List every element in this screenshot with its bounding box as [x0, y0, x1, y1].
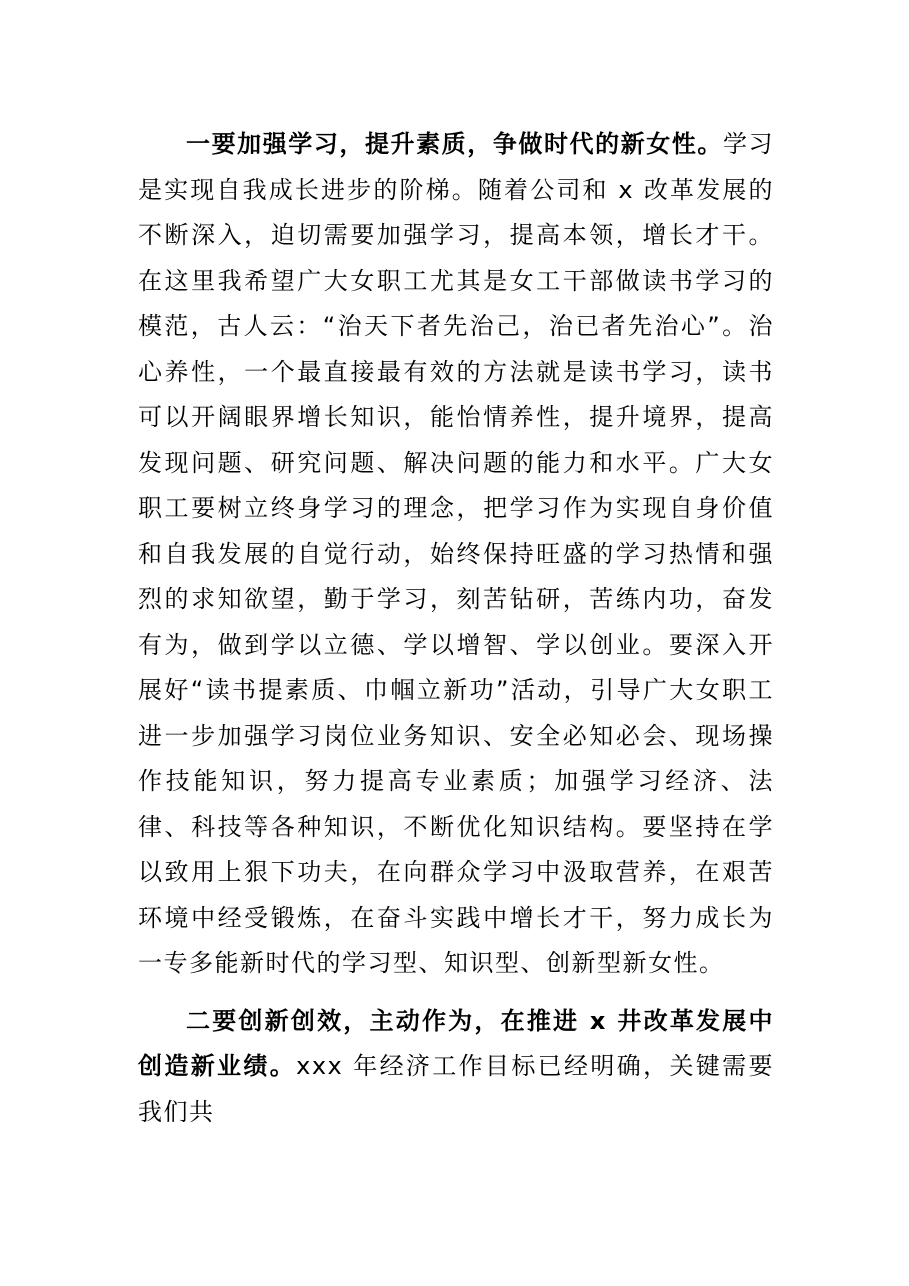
paragraph-body: xxx 年经济工作目标已经明确，关键需要我们共 [138, 1052, 774, 1126]
paragraph-body: 学习是实现自我成长进步的阶梯。随着公司和 x 改革发展的不断深入，迫切需要加强学习，提高本领，增长才干。在这里我希望广大女职工尤其是女工干部做读书学习的模范，古人云：“治天下者先治己，治已者先治心”。治心养性，一个最直接最有效的方法就是读书学习，读书可以开阔眼界增长知识，能怡情养性，提升境界，提高发现问题、研究问题、解决问题的能力和水平。广大女职工要树立终身学习的理念，把学习作为实现自身价值和自我发展的自觉行动，始终保持旺盛的学习热情和强烈的求知欲望，勤于学习，刻苦钻研，苦练内功，奋发有为，做到学以立德、学以增智、学以创业。要深入开展好“读书提素质、巾帼立新功”活动，引导广大女职工进一步加强学习岗位业务知识、安全必知必会、现场操作技能知识，努力提高专业素质；加强学习经济、法律、科技等各种知识，不断优化知识结构。要坚持在学以致用上狠下功夫，在向群众学习中汲取营养，在艰苦环境中经受锻炼，在奋斗实践中增长才干，努力成长为一专多能新时代的学习型、知识型、创新型新女性。 [138, 130, 775, 977]
document-page [138, 122, 774, 1135]
paragraph-heading: 二要创新创效，主动作为，在推进 x 井改革发展中创造新业绩。 [138, 1006, 774, 1080]
paragraph-study [138, 122, 774, 987]
paragraph-innovation [138, 999, 774, 1136]
paragraph-heading: 一要加强学习，提升素质，争做时代的新女性。 [186, 130, 723, 158]
